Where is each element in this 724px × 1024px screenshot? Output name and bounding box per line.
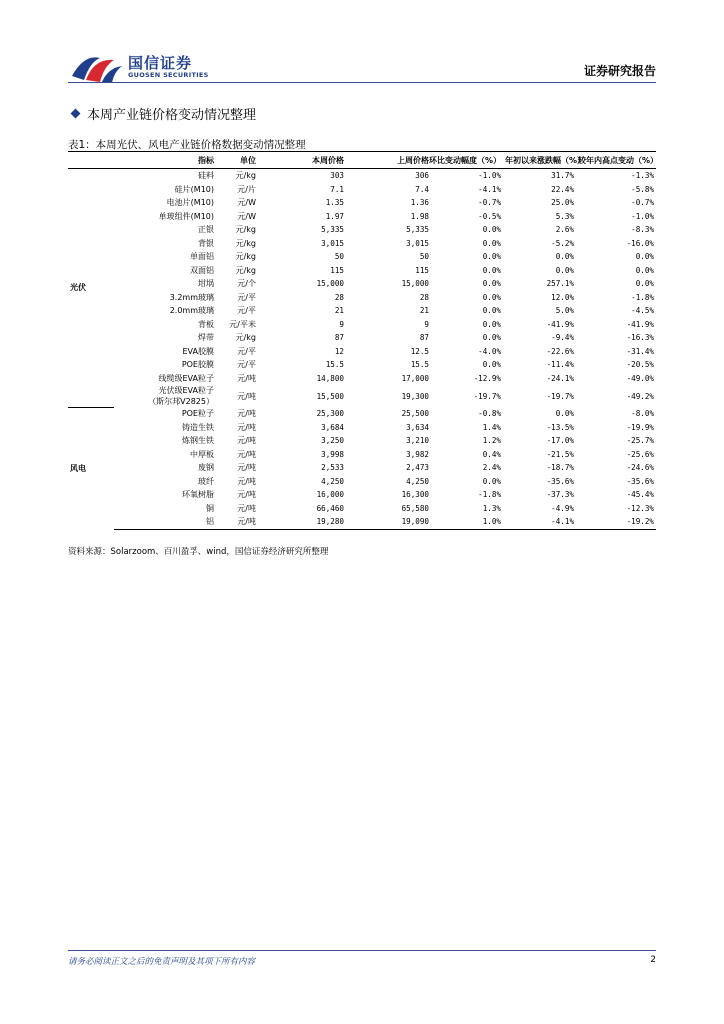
cell-indicator: 玻纤 — [198, 476, 214, 486]
cell-wow-change: 0.0% — [482, 279, 502, 289]
section-title-text: 本周产业链价格变动情况整理 — [87, 108, 257, 123]
cell-indicator: 3.2mm玻璃 — [169, 292, 214, 302]
cell-indicator-line1: 光伏级EVA粒子 — [158, 386, 214, 395]
cell-wow-change: -0.8% — [478, 409, 502, 419]
cell-unit: 元/W — [237, 198, 256, 208]
cell-from-high: -35.6% — [626, 476, 655, 486]
cell-wow-change: 1.3% — [482, 503, 502, 513]
cell-ytd-change: 5.0% — [555, 306, 575, 316]
table-row — [68, 210, 656, 224]
section-title — [72, 104, 256, 123]
cell-indicator: 双面铝 — [190, 265, 214, 275]
cell-wow-change: 0.0% — [482, 252, 502, 262]
cell-from-high: -0.7% — [631, 198, 655, 208]
cell-prev-price: 2,473 — [406, 463, 429, 473]
cell-indicator: POE粒子 — [181, 409, 214, 419]
table-row — [68, 345, 656, 359]
cell-prev-price: 306 — [415, 171, 429, 181]
cell-prev-price: 4,250 — [406, 476, 429, 486]
cell-prev-price: 1.98 — [410, 211, 429, 221]
cell-prev-price: 5,335 — [406, 225, 429, 235]
cell-from-high: -12.3% — [626, 503, 655, 513]
cell-current-price: 3,250 — [321, 436, 344, 446]
cell-prev-price: 7.4 — [415, 184, 429, 194]
cell-wow-change: 0.0% — [482, 265, 502, 275]
cell-unit: 元/吨 — [237, 422, 256, 432]
cell-indicator: 正银 — [198, 225, 214, 235]
table-row — [68, 358, 656, 372]
table-row — [68, 502, 656, 516]
table-row — [68, 461, 656, 475]
cell-unit: 元/kg — [235, 252, 256, 262]
cell-current-price: 12 — [334, 346, 344, 356]
cell-current-price: 16,000 — [316, 490, 344, 500]
cell-current-price: 14,800 — [316, 373, 344, 383]
cell-indicator: 炼钢生铁 — [182, 436, 214, 446]
cell-from-high: -25.7% — [626, 436, 655, 446]
cell-ytd-change: 0.0% — [555, 265, 575, 275]
category-wind: 风电 — [68, 407, 114, 529]
table-row — [68, 434, 656, 448]
table-row — [68, 237, 656, 251]
cell-unit: 元/吨 — [237, 503, 256, 513]
cell-unit: 元/平米 — [229, 319, 256, 329]
cell-unit: 元/片 — [237, 184, 256, 194]
cell-unit: 元/吨 — [237, 490, 256, 500]
cell-from-high: -8.0% — [631, 409, 655, 419]
table-row — [68, 277, 656, 291]
cell-indicator: 硅料 — [198, 171, 214, 181]
cell-wow-change: 0.0% — [482, 319, 502, 329]
cell-prev-price: 15,000 — [401, 279, 429, 289]
cell-wow-change: 0.4% — [482, 449, 502, 459]
cell-unit: 元/kg — [235, 238, 256, 248]
cell-current-price: 15,000 — [316, 279, 344, 289]
cell-current-price: 50 — [334, 252, 344, 262]
cell-unit: 元/吨 — [216, 515, 258, 529]
cell-ytd-change: -19.7% — [546, 391, 575, 401]
cell-current-price: 15.5 — [325, 360, 344, 370]
cell-current-price: 15,500 — [316, 391, 344, 401]
cell-from-high: -49.2% — [626, 391, 655, 401]
cell-prev-price: 17,000 — [401, 373, 429, 383]
cell-prev-price: 19,300 — [401, 391, 429, 401]
cell-from-high: -45.4% — [626, 490, 655, 500]
report-type-label: 证券研究报告 — [583, 64, 656, 78]
table-row — [68, 488, 656, 502]
cell-unit: 元/吨 — [237, 463, 256, 473]
cell-current-price: 303 — [330, 171, 344, 181]
cell-wow-change: -0.5% — [478, 211, 502, 221]
cell-prev-price: 115 — [415, 265, 429, 275]
cell-ytd-change: 257.1% — [546, 279, 575, 289]
cell-indicator: 背银 — [198, 238, 214, 248]
cell-indicator: 废钢 — [198, 463, 214, 473]
table-row — [68, 196, 656, 210]
diamond-bullet-icon — [71, 109, 81, 119]
cell-current-price: 9 — [339, 319, 344, 329]
cell-current-price: 87 — [334, 333, 344, 343]
cell-wow-change: 0.0% — [482, 360, 502, 370]
header-prev-price-wow: 上周价格环比变动幅度（%） — [346, 152, 503, 169]
cell-wow-change: -19.7% — [473, 391, 502, 401]
cell-current-price: 21 — [334, 306, 344, 316]
footer-disclaimer: 请务必阅读正文之后的免责声明及其项下所有内容 — [68, 957, 256, 967]
table-row — [68, 385, 656, 407]
cell-wow-change: -4.0% — [478, 346, 502, 356]
cell-wow-change: 0.0% — [482, 476, 502, 486]
cell-ytd-change: -41.9% — [546, 319, 575, 329]
cell-ytd-change: -13.5% — [546, 422, 575, 432]
guosen-logo-icon — [70, 50, 124, 84]
cell-wow-change: 1.2% — [482, 436, 502, 446]
cell-ytd-change: 25.0% — [551, 198, 575, 208]
cell-indicator-line2: （斯尔邦V2825） — [148, 397, 214, 406]
cell-prev-price: 28 — [419, 292, 429, 302]
cell-ytd-change: -35.6% — [546, 476, 575, 486]
cell-ytd-change: 2.6% — [555, 225, 575, 235]
header-current-price: 本周价格 — [258, 152, 346, 169]
cell-from-high: -20.5% — [626, 360, 655, 370]
cell-from-high: -8.3% — [631, 225, 655, 235]
cell-unit: 元/吨 — [237, 476, 256, 486]
cell-from-high: -1.8% — [631, 292, 655, 302]
table-row — [68, 223, 656, 237]
cell-from-high: -25.6% — [626, 449, 655, 459]
cell-ytd-change: -24.1% — [546, 373, 575, 383]
cell-current-price: 115 — [330, 265, 344, 275]
table-title: 表1：本周光伏、风电产业链价格数据变动情况整理 — [68, 139, 306, 151]
page-number: 2 — [650, 955, 656, 965]
cell-wow-change: 0.0% — [482, 225, 502, 235]
table-row — [68, 421, 656, 435]
cell-unit: 元/吨 — [237, 373, 256, 383]
cell-wow-change: -1.0% — [478, 171, 502, 181]
cell-indicator: 铜 — [206, 503, 214, 513]
cell-indicator: 硅片(M10) — [174, 184, 214, 194]
cell-prev-price: 1.36 — [410, 198, 429, 208]
price-table — [68, 151, 659, 530]
cell-from-high: -1.0% — [631, 211, 655, 221]
cell-wow-change: -0.7% — [478, 198, 502, 208]
cell-indicator: 单玻组件(M10) — [158, 211, 214, 221]
table-header-row — [68, 152, 656, 169]
cell-prev-price: 9 — [424, 319, 429, 329]
cell-wow-change: 0.0% — [482, 292, 502, 302]
cell-wow-change: 1.0% — [431, 515, 503, 529]
table-row — [68, 318, 656, 332]
cell-ytd-change: -11.4% — [546, 360, 575, 370]
cell-indicator: 中厚板 — [190, 449, 214, 459]
cell-indicator: 坩埚 — [198, 279, 214, 289]
cell-unit: 元/吨 — [237, 391, 256, 401]
cell-current-price: 3,998 — [321, 449, 344, 459]
table-row — [68, 264, 656, 278]
logo-chinese-name: 国信证券 — [128, 54, 193, 72]
cell-indicator: 铝 — [114, 515, 216, 529]
category-pv: 光伏 — [70, 283, 86, 293]
cell-prev-price: 19,090 — [346, 515, 431, 529]
table-row — [68, 169, 656, 183]
cell-from-high: 0.0% — [635, 279, 655, 289]
cell-current-price: 19,280 — [258, 515, 346, 529]
cell-from-high: -24.6% — [626, 463, 655, 473]
cell-current-price: 28 — [334, 292, 344, 302]
cell-current-price: 25,300 — [316, 409, 344, 419]
cell-ytd-change: 12.0% — [551, 292, 575, 302]
cell-current-price: 5,335 — [321, 225, 344, 235]
cell-current-price: 66,460 — [316, 503, 344, 513]
cell-unit: 元/W — [237, 211, 256, 221]
cell-current-price: 1.97 — [325, 211, 344, 221]
cell-current-price: 3,684 — [321, 422, 344, 432]
cell-current-price: 7.1 — [330, 184, 344, 194]
cell-wow-change: 0.0% — [482, 306, 502, 316]
cell-from-high: 0.0% — [635, 252, 655, 262]
cell-ytd-change: -22.6% — [546, 346, 575, 356]
table-row — [68, 448, 656, 462]
cell-prev-price: 15.5 — [410, 360, 429, 370]
cell-unit: 元/平 — [237, 360, 256, 370]
cell-wow-change: -1.8% — [478, 490, 502, 500]
cell-wow-change: 0.0% — [482, 238, 502, 248]
cell-prev-price: 12.5 — [410, 346, 429, 356]
cell-from-high: -19.9% — [626, 422, 655, 432]
cell-wow-change: 0.0% — [482, 333, 502, 343]
cell-from-high: -31.4% — [626, 346, 655, 356]
cell-prev-price: 25,500 — [401, 409, 429, 419]
cell-ytd-change: -21.5% — [546, 449, 575, 459]
table-row — [68, 250, 656, 264]
cell-indicator: 环氧树脂 — [182, 490, 214, 500]
cell-indicator: EVA胶膜 — [182, 346, 214, 356]
cell-indicator: 单面铝 — [190, 252, 214, 262]
cell-from-high: -16.0% — [626, 238, 655, 248]
cell-wow-change: -12.9% — [473, 373, 502, 383]
cell-ytd-change: -4.9% — [551, 503, 575, 513]
cell-wow-change: 2.4% — [482, 463, 502, 473]
footer-divider — [68, 950, 656, 951]
cell-wow-change: 1.4% — [482, 422, 502, 432]
cell-prev-price: 16,300 — [401, 490, 429, 500]
cell-current-price: 1.35 — [325, 198, 344, 208]
cell-unit: 元/平 — [237, 306, 256, 316]
cell-prev-price: 3,634 — [406, 422, 429, 432]
cell-unit: 元/吨 — [237, 449, 256, 459]
cell-ytd-change: 22.4% — [551, 184, 575, 194]
cell-indicator: 2.0mm玻璃 — [169, 306, 214, 316]
cell-indicator: 铸造生铁 — [182, 422, 214, 432]
header-ytd: 年初以来涨跌幅（%） — [503, 152, 576, 169]
cell-ytd-change: -37.3% — [546, 490, 575, 500]
cell-from-high: -1.3% — [631, 171, 655, 181]
cell-ytd-change: -9.4% — [551, 333, 575, 343]
cell-unit: 元/吨 — [237, 436, 256, 446]
cell-current-price: 2,533 — [321, 463, 344, 473]
header-category — [68, 152, 114, 169]
cell-ytd-change: -17.0% — [546, 436, 575, 446]
cell-unit: 元/平 — [237, 346, 256, 356]
table-row — [68, 372, 656, 386]
cell-from-high: -5.8% — [631, 184, 655, 194]
page-header — [0, 0, 724, 90]
cell-unit: 元/kg — [235, 225, 256, 235]
cell-prev-price: 50 — [419, 252, 429, 262]
cell-prev-price: 65,580 — [401, 503, 429, 513]
table-row — [68, 475, 656, 489]
cell-unit: 元/平 — [237, 292, 256, 302]
cell-from-high: -49.0% — [626, 373, 655, 383]
cell-ytd-change: 31.7% — [551, 171, 575, 181]
cell-from-high: -19.2% — [576, 515, 656, 529]
cell-unit: 元/吨 — [237, 409, 256, 419]
cell-from-high: -41.9% — [626, 319, 655, 329]
cell-from-high: -16.3% — [626, 333, 655, 343]
cell-indicator: 背板 — [198, 319, 214, 329]
header-divider — [68, 82, 656, 83]
cell-indicator: 电池片(M10) — [166, 198, 214, 208]
header-unit: 单位 — [216, 152, 258, 169]
header-indicator: 指标 — [114, 152, 216, 169]
table-row — [68, 304, 656, 318]
cell-indicator — [114, 385, 216, 407]
cell-unit: 元/个 — [237, 279, 256, 289]
cell-from-high: -4.5% — [631, 306, 655, 316]
logo-english-name: GUOSEN SECURITIES — [128, 71, 209, 79]
cell-indicator: 线缆级EVA粒子 — [158, 373, 214, 383]
cell-prev-price: 3,015 — [406, 238, 429, 248]
cell-prev-price: 21 — [419, 306, 429, 316]
cell-ytd-change: 0.0% — [555, 252, 575, 262]
table-body — [68, 169, 656, 530]
table-row — [68, 407, 656, 421]
table-row — [68, 183, 656, 197]
cell-ytd-change: -4.1% — [503, 515, 576, 529]
table-row — [68, 515, 656, 529]
cell-ytd-change: -5.2% — [551, 238, 575, 248]
cell-unit: 元/kg — [235, 333, 256, 343]
cell-ytd-change: 5.3% — [555, 211, 575, 221]
cell-prev-price: 3,210 — [406, 436, 429, 446]
cell-ytd-change: -18.7% — [546, 463, 575, 473]
cell-prev-price: 3,982 — [406, 449, 429, 459]
table-row — [68, 331, 656, 345]
table-row — [68, 291, 656, 305]
cell-current-price: 4,250 — [321, 476, 344, 486]
cell-wow-change: -4.1% — [478, 184, 502, 194]
cell-from-high: 0.0% — [635, 265, 655, 275]
cell-unit: 元/kg — [235, 265, 256, 275]
header-from-high: 较年内高点变动（%） — [576, 152, 656, 169]
cell-current-price: 3,015 — [321, 238, 344, 248]
cell-ytd-change: 0.0% — [555, 409, 575, 419]
cell-indicator: 焊带 — [198, 333, 214, 343]
source-note: 资料来源：Solarzoom、百川盈孚、wind，国信证券经济研究所整理 — [68, 547, 329, 557]
cell-unit: 元/kg — [235, 171, 256, 181]
cell-prev-price: 87 — [419, 333, 429, 343]
cell-indicator: POE胶膜 — [181, 360, 214, 370]
